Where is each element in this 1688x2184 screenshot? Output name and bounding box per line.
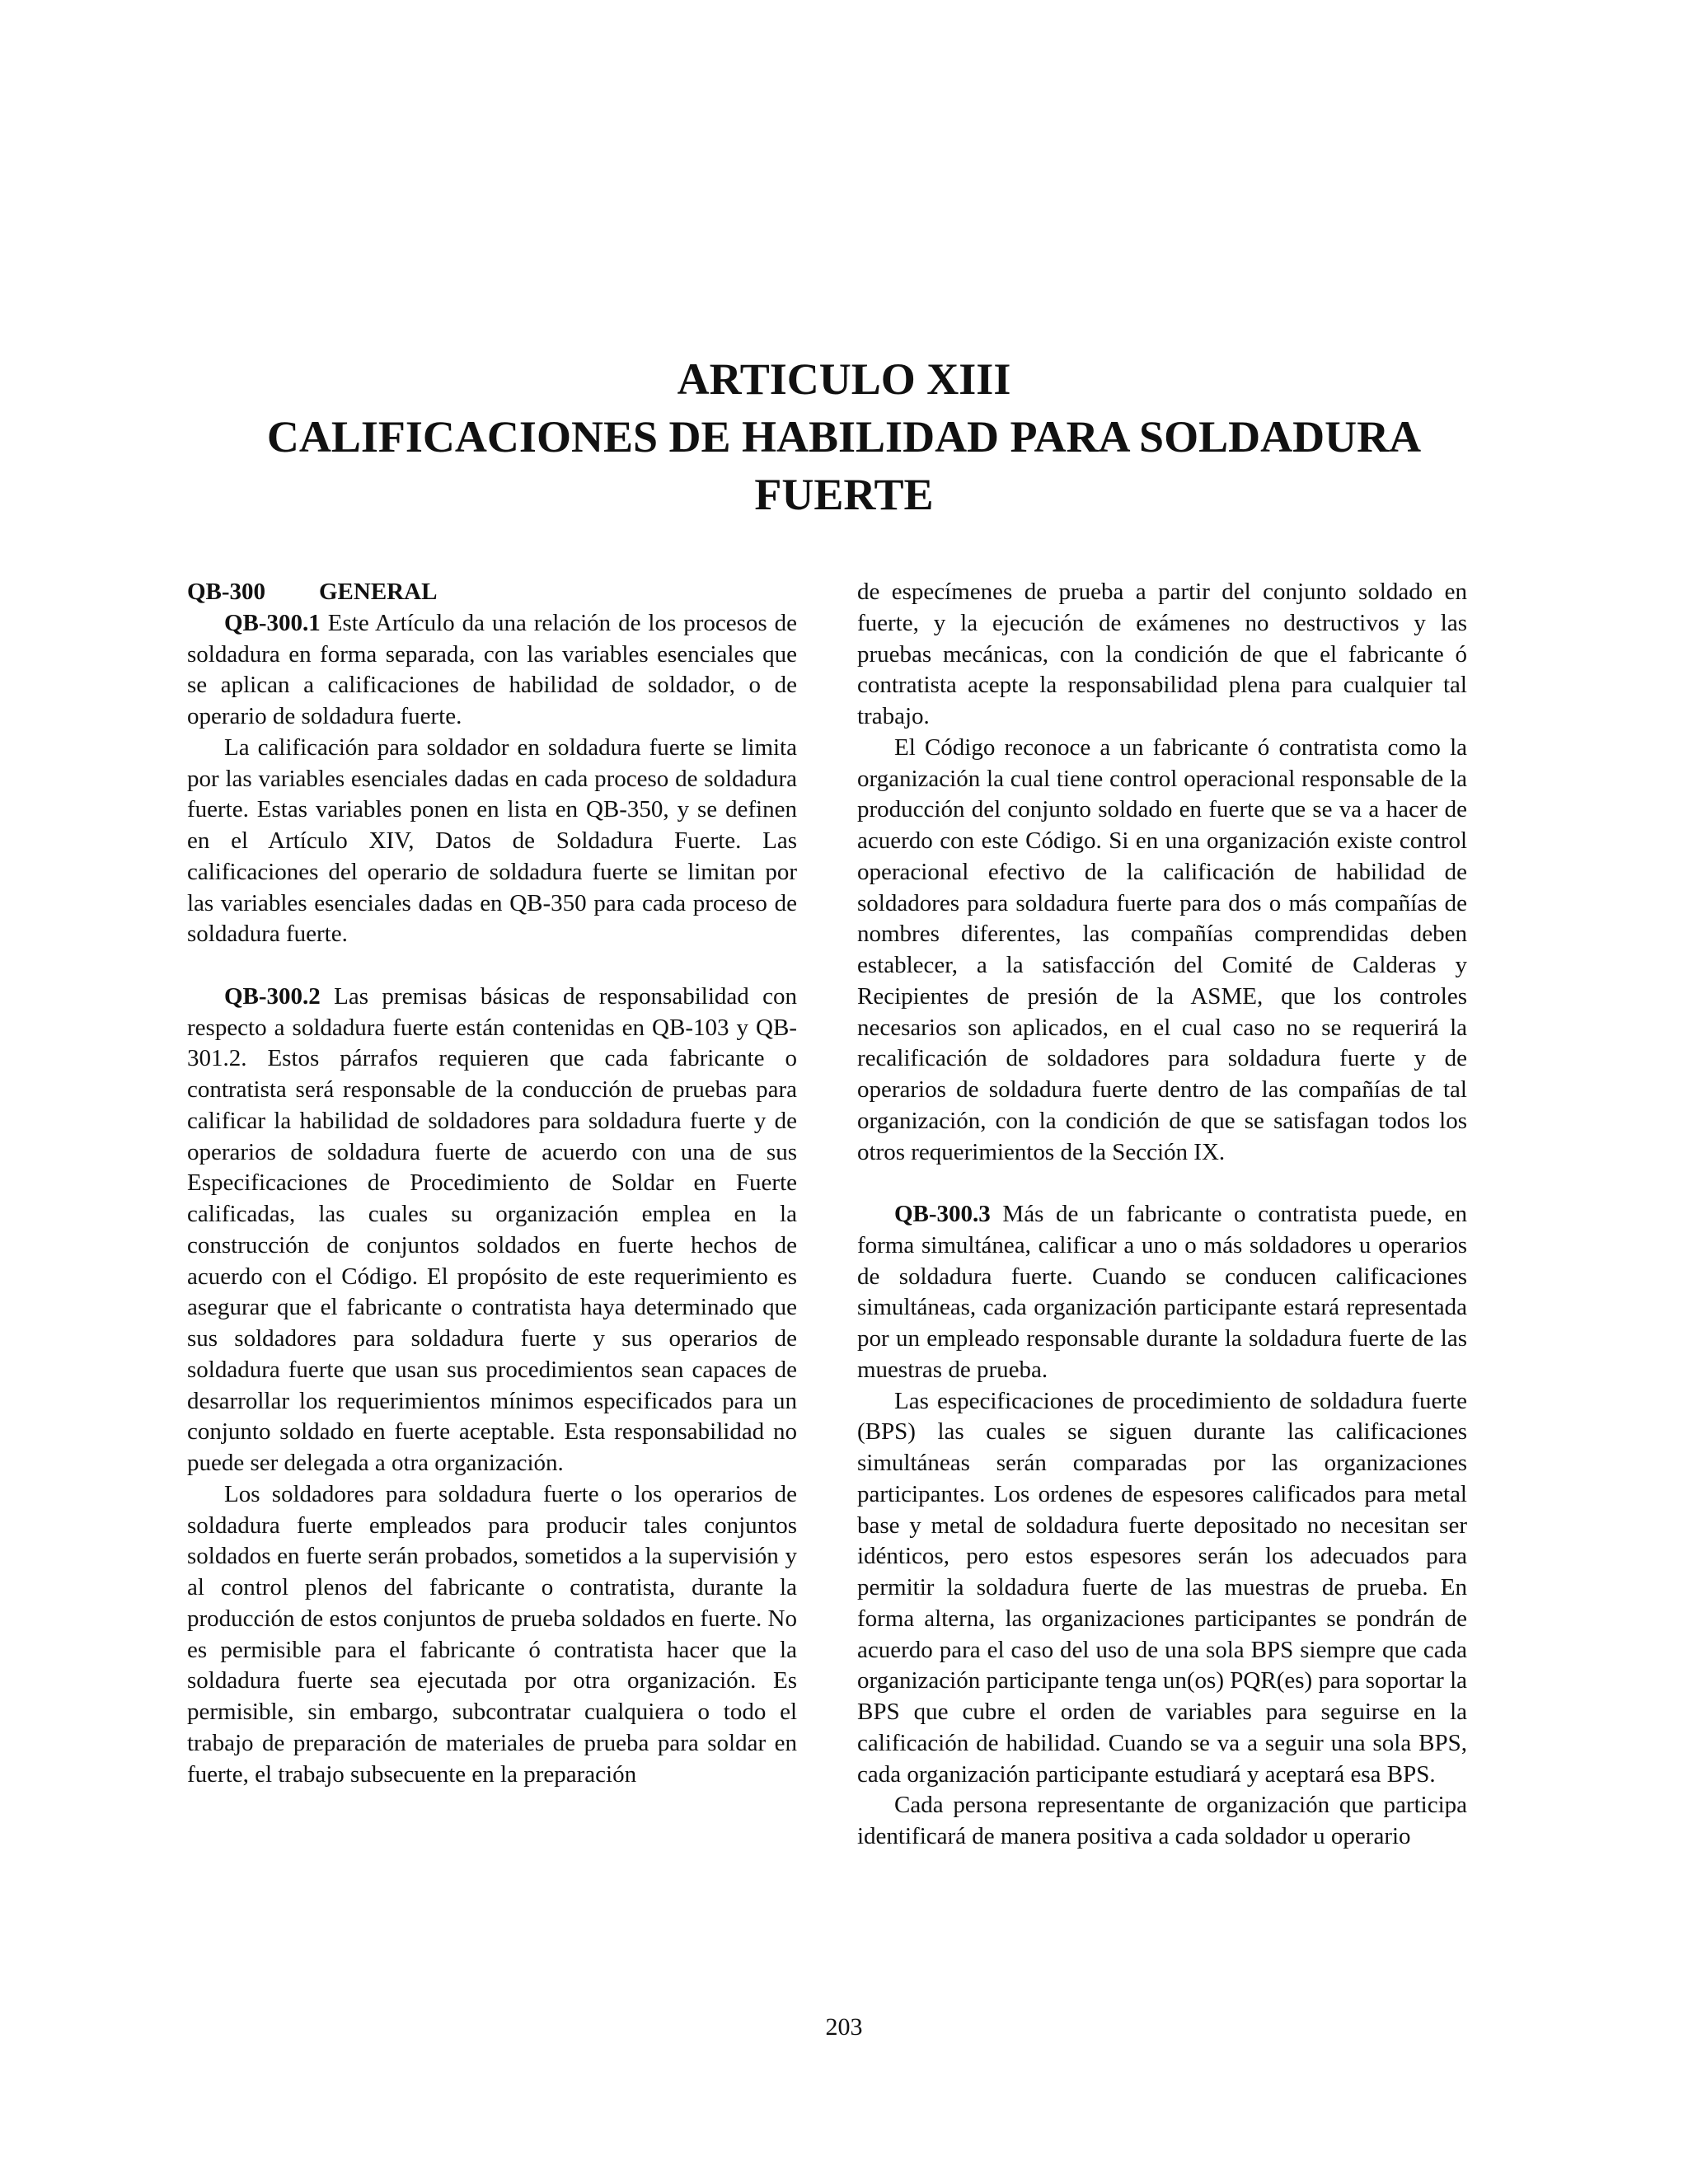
section-title: GENERAL bbox=[319, 579, 438, 605]
section-heading bbox=[187, 577, 797, 608]
paragraph bbox=[187, 1479, 797, 1791]
title-line-1: ARTICULO XIII bbox=[677, 354, 1011, 404]
page-number: 203 bbox=[825, 2013, 863, 2041]
paragraph-label: QB-300.2 bbox=[224, 982, 321, 1010]
left-column bbox=[187, 577, 797, 1790]
paragraph-label: QB-300.3 bbox=[894, 1201, 991, 1227]
paragraph-qb-300-2 bbox=[187, 982, 797, 1479]
section-number: QB-300 bbox=[187, 579, 266, 605]
paragraph-text: Los soldadores para soldadura fuerte o los operarios de soldadura fuerte empleados para producir tales conjuntos soldados en fuerte serán probados, sometidos a la supervisión y al control plenos del fabricante o contratista, durante la producción de estos conjuntos de prueba soldados en fuerte. No es permisible para el fabricante ó contratista hacer que la soldadura fuerte sea ejecutada por otra organización. Es permisible, sin embargo, subcontratar cualquiera o todo el trabajo de preparación de materiales de prueba para soldar en fuerte, el trabajo subsecuente en la preparación bbox=[187, 1480, 797, 1788]
paragraph bbox=[857, 733, 1467, 1169]
paragraph-text: El Código reconoce a un fabricante ó contratista como la organización la cual tiene control operacional responsable de la producción del conjunto soldado en fuerte que se va a hacer de acuerdo con este Código. Si en una organización existe control operacional efectivo de la calificación de habilidad de soldadores para soldadura fuerte para dos o más compañías de nombres diferentes, las compañías comprendidas deben establecer, a la satisfacción del Comité de Calderas y Recipientes de presión de la ASME, que los controles necesarios son aplicados, en el cual caso no se requerirá la recalificación de soldadores para soldadura fuerte y de operarios de soldadura fuerte dentro de las compañías de tal organización, con la condición de que se satisfagan todos los otros requerimientos de la Sección IX. bbox=[857, 733, 1467, 1165]
right-column bbox=[857, 577, 1467, 1853]
title-line-3: FUERTE bbox=[754, 470, 934, 519]
title-line-2: CALIFICACIONES DE HABILIDAD PARA SOLDADURA bbox=[266, 412, 1422, 462]
paragraph-text: Este Artículo da una relación de los procesos de soldadura en forma separada, con las variables esenciales que se aplican a calificaciones de habilidad de soldador, o de operario de soldadura fuerte. bbox=[187, 609, 797, 729]
paragraph-qb-300-3 bbox=[857, 1199, 1467, 1386]
paragraph bbox=[857, 1790, 1467, 1853]
paragraph-text: Más de un fabricante o contratista puede, en forma simultánea, calificar a uno o más soldadores u operarios de soldadura fuerte. Cuando se conducen calificaciones simultáneas, cada organización participante estará representada por un empleado responsable durante la soldadura fuerte de las muestras de prueba. bbox=[857, 1201, 1467, 1383]
paragraph bbox=[187, 733, 797, 950]
paragraph-label: QB-300.1 bbox=[224, 609, 321, 636]
paragraph-text: Las especificaciones de procedimiento de soldadura fuerte (BPS) las cuales se siguen durante las calificaciones simultáneas serán comparadas por las organizaciones participantes. Los ordenes de espesores calificados para metal base y metal de soldadura fuerte depositado no necesitan ser idénticos, pero estos espesores serán los adecuados para permitir la soldadura fuerte de las muestras de prueba. En forma alterna, las organizaciones participantes se pondrán de acuerdo para el caso del uso de una sola BPS siempre que cada organización participante tenga un(os) PQR(es) para soportar la BPS que cubre el orden de variables para seguirse en la calificación de habilidad. Cuando se va a seguir una sola BPS, cada organización participante estudiará y aceptará esa BPS. bbox=[857, 1387, 1467, 1788]
article-title bbox=[0, 350, 1688, 523]
paragraph-qb-300-1 bbox=[187, 608, 797, 733]
paragraph-text: La calificación para soldador en soldadura fuerte se limita por las variables esenciales dadas en cada proceso de soldadura fuerte. Estas variables ponen en lista en QB-350, y se definen en el Artículo XIV, Datos de Soldadura Fuerte. Las calificaciones del operario de soldadura fuerte se limitan por las variables esenciales dadas en QB-350 para cada proceso de soldadura fuerte. bbox=[187, 733, 797, 948]
paragraph bbox=[857, 1386, 1467, 1791]
paragraph-continuation bbox=[857, 577, 1467, 733]
paragraph-text: Las premisas básicas de responsabilidad con respecto a soldadura fuerte están contenidas en QB-103 y QB-301.2. Estos párrafos requieren que cada fabricante o contratista será responsable de la conducción de pruebas para calificar la habilidad de soldadores para soldadura fuerte y de operarios de soldadura fuerte de acuerdo con una de sus Especificaciones de Procedimiento de Soldar en Fuerte calificadas, las cuales su organización emplea en la construcción de conjuntos soldados en fuerte hechos de acuerdo con el Código. El propósito de este requerimiento es asegurar que el fabricante o contratista haya determinado que sus soldadores para soldadura fuerte y sus operarios de soldadura fuerte que usan sus procedimientos sean capaces de desarrollar los requerimientos mínimos especificados para un conjunto soldado en fuerte aceptable. Esta responsabilidad no puede ser delegada a otra organización. bbox=[187, 982, 797, 1476]
paragraph-text: Cada persona representante de organización que participa identificará de manera positiva a cada soldador u operario bbox=[857, 1792, 1467, 1849]
paragraph-text: de especímenes de prueba a partir del conjunto soldado en fuerte, y la ejecución de exámenes no destructivos y las pruebas mecánicas, con la condición de que el fabricante ó contratista acepte la responsabilidad plena para cualquier tal trabajo. bbox=[857, 579, 1467, 729]
